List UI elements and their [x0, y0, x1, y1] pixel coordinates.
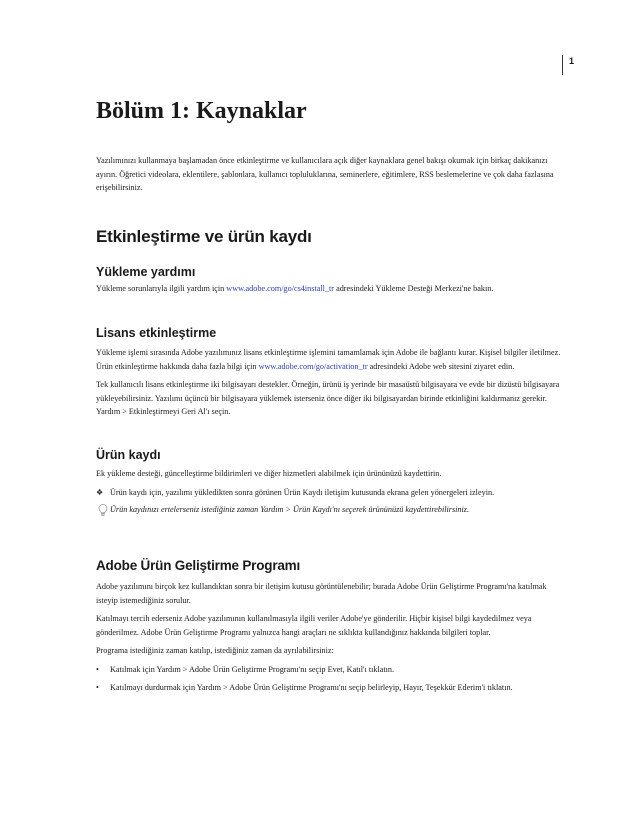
- bullet-dot-icon: •: [96, 664, 99, 674]
- subheading-product-registration: Ürün kaydı: [96, 448, 161, 462]
- registration-paragraph: Ek yükleme desteği, güncelleştirme bildirimleri ve diğer hizmetleri alabilmek için ürününüzü kaydettirin.: [96, 469, 442, 478]
- install-help-block: [96, 282, 564, 296]
- bullet-dot-icon: •: [96, 683, 99, 692]
- install-support-link[interactable]: www.adobe.com/go/cs4install_tr: [226, 284, 335, 293]
- subheading-install-help: Yükleme yardımı: [96, 265, 196, 279]
- license-text-after: adresindeki Adobe web sitesini ziyaret edin.: [367, 361, 515, 371]
- program-bullet-leave-text: Katılmayı durdurmak için Yardım > Adobe Ürün Geliştirme Programı'nı seçip belirleyip, Hayır, Teşekkür Ederim'i tıklatın.: [110, 683, 513, 692]
- registration-block: [96, 467, 564, 517]
- intro-paragraph: Yazılımınızı kullanmaya başlamadan önce etkinleştirme ve kullanıcılara açık diğer kaynaklara genel bakışı okumak için birkaç dakikanızı ayırın. Öğretici videolara, eklentilere, şablonlara, kullanıcı topluluklarına, seminerlere, eğitimlere, RSS beslemelerine ve çok daha fazlasına erişebilirsiniz.: [96, 156, 554, 192]
- activation-link[interactable]: www.adobe.com/go/activation_tr: [258, 361, 368, 371]
- license-paragraph-1: [96, 346, 564, 373]
- page-number-rule: [562, 55, 563, 75]
- diamond-bullet-icon: ❖: [96, 487, 104, 497]
- page-number: 1: [568, 56, 574, 66]
- intro-block: [96, 154, 564, 195]
- program-paragraph-1: Adobe yazılımını birçok kez kullandıktan sonra bir iletişim kutusu görüntülenebilir; burada Adobe Ürün Geliştirme Programı'na katılmak isteyip istemediğiniz sorulur.: [96, 582, 547, 605]
- license-block: [96, 346, 564, 419]
- program-paragraph-3: Programa istediğiniz zaman katılıp, istediğiniz zaman da ayrılabilirsiniz:: [96, 646, 334, 655]
- page-number-area: [562, 55, 574, 75]
- install-help-text-after: adresindeki Yükleme Desteği Merkezi'ne bakın.: [334, 284, 494, 293]
- subheading-license-activation: Lisans etkinleştirme: [96, 326, 217, 340]
- license-paragraph-2: Tek kullanıcılı lisans etkinleştirme iki bilgisayarı destekler. Örneğin, ürünü iş yerinde bir masaüstü bilgisayara ve evde bir dizüstü bilgisayara yükleyebilirsiniz. Yazılımı üçüncü bir bilgisayara yüklemek isterseniz önce diğer iki bilgisayardan birinde etkinliğini kaldırmanız gerekir. Yardım > Etkinleştirmeyi Geri Al'ı seçin.: [96, 380, 560, 416]
- license-text-before: Yükleme işlemi sırasında Adobe yazılımınız lisans etkinleştirme işlemini tamamlamak için Adobe ile bağlantı kurar. Kişisel bilgiler iletilmez. Ürün etkinleştirme hakkında daha fazla bilgi için: [96, 348, 561, 371]
- install-help-paragraph: [96, 282, 564, 296]
- improvement-program-block: [96, 580, 564, 695]
- program-bullet-leave: [96, 681, 564, 695]
- section-heading-activation: Etkinleştirme ve ürün kaydı: [96, 227, 312, 246]
- registration-tip-text: Ürün kaydınızı ertelerseniz istediğiniz zaman Yardım > Ürün Kaydı'nı seçerek ürününüzü kaydettirebilirsiniz.: [110, 505, 470, 514]
- section-heading-improvement-program: Adobe Ürün Geliştirme Programı: [96, 558, 301, 573]
- install-help-text-before: Yükleme sorunlarıyla ilgili yardım için: [96, 284, 227, 293]
- registration-bullet-text: Ürün kaydı için, yazılımı yükledikten sonra görünen Ürün Kaydı iletişim kutusunda ekrana gelen yönergeleri izleyin.: [110, 487, 495, 497]
- program-bullet-join: [96, 663, 564, 677]
- registration-bullet: [96, 486, 564, 500]
- program-bullet-join-text: Katılmak için Yardım > Adobe Ürün Geliştirme Programı'nı seçip Evet, Katıl'ı tıklatın.: [110, 664, 395, 674]
- lightbulb-icon: [96, 503, 110, 517]
- program-paragraph-2: Katılmayı tercih ederseniz Adobe yazılımının kullanılmasıyla ilgili veriler Adobe'ye gönderilir. Hiçbir kişisel bilgi kaydedilmez veya gönderilmez. Adobe Ürün Geliştirme Programı yalnızca hangi araçları ne sıklıkta kullandığınız hakkında bilgileri toplar.: [96, 614, 532, 637]
- page-title: Bölüm 1: Kaynaklar: [96, 98, 307, 124]
- registration-tip: [96, 503, 564, 517]
